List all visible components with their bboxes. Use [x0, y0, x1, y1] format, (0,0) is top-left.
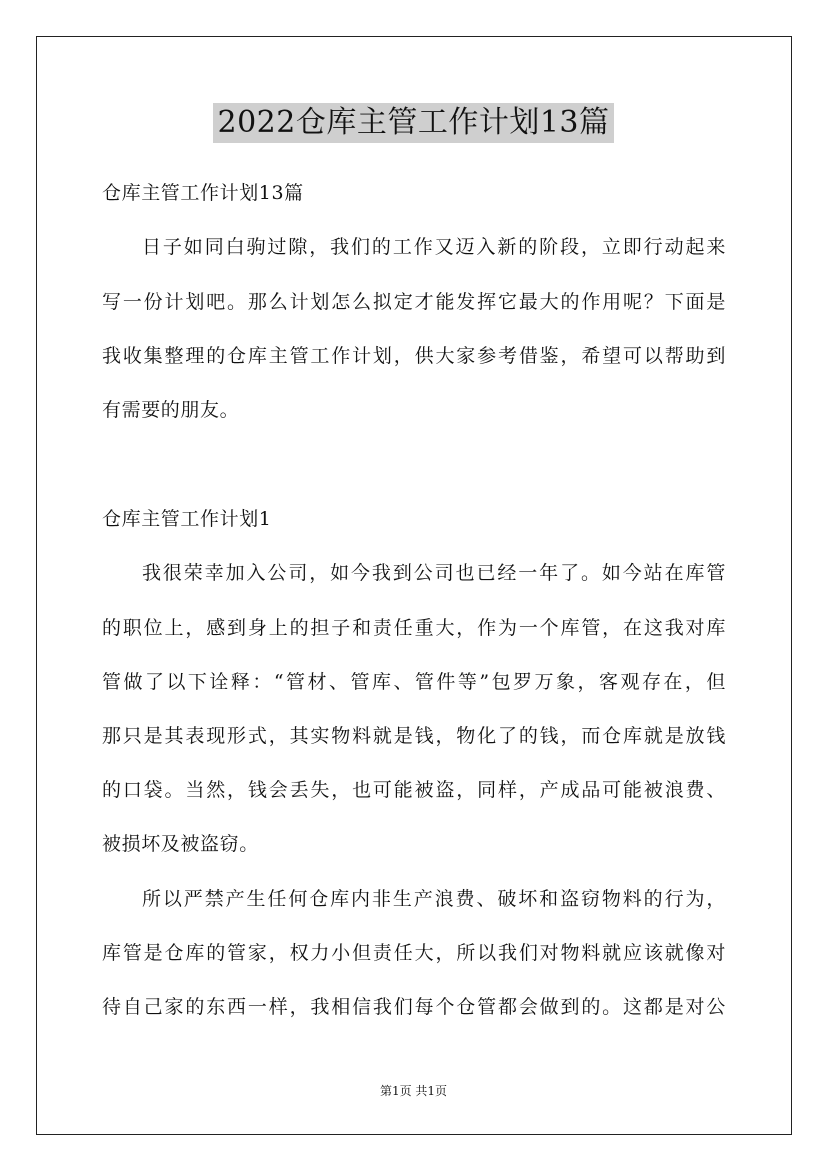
page-footer: 第1页 共1页 — [379, 1084, 448, 1098]
section1-para1-line-5: 的口袋。当然，钱会丢失，也可能被盗，同样，产成品可能被浪费、 — [102, 779, 726, 801]
intro-line-2: 写一份计划吧。那么计划怎么拟定才能发挥它最大的作用呢？下面是 — [102, 291, 726, 313]
section1-para2-line-3: 待自己家的东西一样，我相信我们每个仓管都会做到的。这都是对公 — [102, 996, 726, 1018]
section1-para1-line-4: 那只是其表现形式，其实物料就是钱，物化了的钱，而仓库就是放钱 — [102, 725, 726, 747]
section1-para2-line-1: 所以严禁产生任何仓库内非生产浪费、破坏和盗窃物料的行为， — [142, 888, 726, 910]
section1-para1-line-2: 的职位上，感到身上的担子和责任重大，作为一个库管，在这我对库 — [102, 617, 726, 639]
section1-para2-line-2: 库管是仓库的管家，权力小但责任大，所以我们对物料就应该就像对 — [102, 942, 726, 964]
section1-para1-line-3: 管做了以下诠释：“管材、管库、管件等”包罗万象，客观存在，但 — [102, 671, 726, 693]
section1-heading: 仓库主管工作计划1 — [102, 508, 272, 530]
document-title: 2022仓库主管工作计划13篇 — [213, 103, 613, 143]
intro-line-3: 我收集整理的仓库主管工作计划，供大家参考借鉴，希望可以帮助到 — [102, 345, 726, 367]
intro-line-1: 日子如同白驹过隙，我们的工作又迈入新的阶段，立即行动起来 — [142, 236, 726, 258]
intro-line-4: 有需要的朋友。 — [102, 399, 240, 421]
title-block — [0, 103, 827, 143]
section1-para1-line-6: 被损坏及被盗窃。 — [102, 833, 259, 855]
document-subtitle: 仓库主管工作计划13篇 — [102, 182, 304, 204]
section1-para1-line-1: 我很荣幸加入公司，如今我到公司也已经一年了。如今站在库管 — [142, 562, 726, 584]
